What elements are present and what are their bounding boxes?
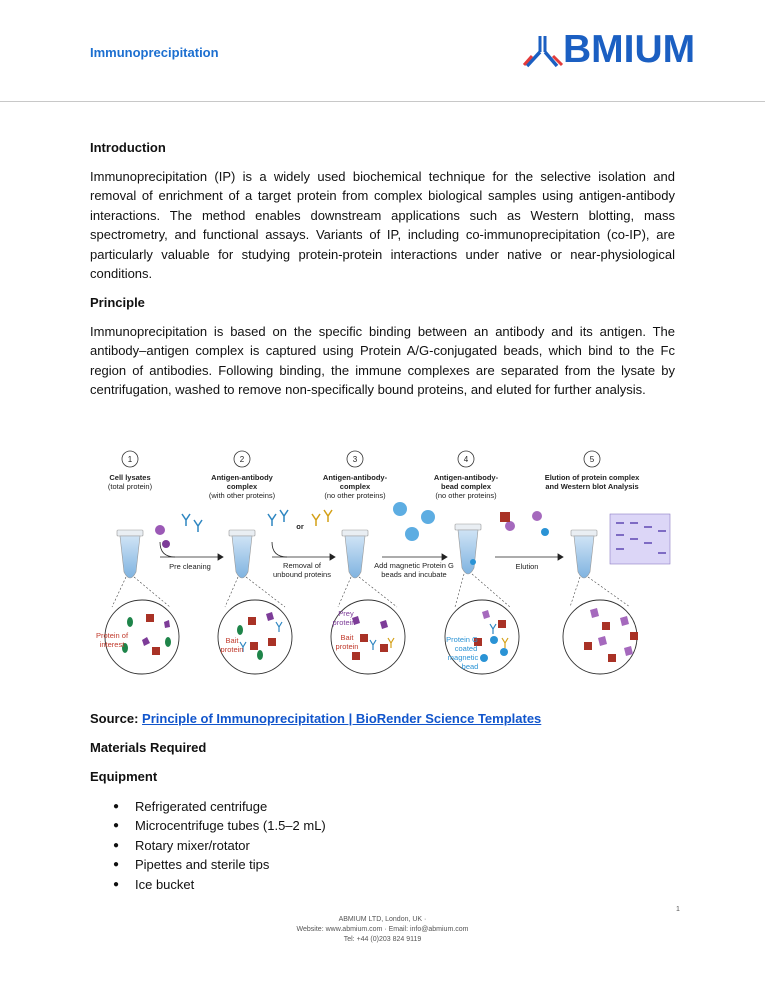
antibody-logo-icon xyxy=(523,32,565,74)
immunoprecipitation-diagram xyxy=(90,442,675,692)
svg-text:1: 1 xyxy=(127,455,133,464)
svg-text:bead complex: bead complex xyxy=(440,482,492,491)
materials-heading: Materials Required xyxy=(90,740,207,755)
svg-text:complex: complex xyxy=(226,482,258,491)
svg-text:complex: complex xyxy=(339,482,371,491)
svg-text:protein: protein xyxy=(332,618,356,627)
svg-text:2: 2 xyxy=(239,455,245,464)
proteins-icon xyxy=(155,514,202,548)
step-3 xyxy=(323,451,388,500)
page-footer xyxy=(0,915,765,945)
protein-g-bead-label: Protein G xyxy=(446,635,478,644)
magnetic-beads-icon xyxy=(393,502,435,541)
abmium-logo xyxy=(523,28,723,74)
svg-text:4: 4 xyxy=(463,455,469,464)
svg-text:coated: coated xyxy=(454,644,478,653)
svg-text:Cell lysates: Cell lysates xyxy=(109,473,151,482)
principle-paragraph: Immunoprecipitation is based on the specific binding between an antibody and its antigen. The antibody–antigen complex is captured using Protein A/G-conjugated beads, which bind to the Fc region of antibodies. Following binding, the immune complexes are separated from the lysate by centrifugation, washed to remove non-specifically bound proteins, and eluted for further analysis. xyxy=(90,324,675,398)
document-title: Immunoprecipitation xyxy=(90,45,219,60)
svg-text:magnetic: magnetic xyxy=(447,653,479,662)
svg-text:5: 5 xyxy=(589,455,595,464)
svg-text:and Western blot Analysis: and Western blot Analysis xyxy=(545,482,639,491)
svg-text:Antigen-antibody-: Antigen-antibody- xyxy=(322,473,388,482)
step-5 xyxy=(545,451,640,491)
add-beads-label: Add magnetic Protein G xyxy=(374,561,454,570)
tube-icon-2 xyxy=(229,530,255,578)
source-link[interactable]: Principle of Immunoprecipitation | BioRender Science Templates xyxy=(142,711,542,726)
prey-protein-label: Prey xyxy=(338,609,354,618)
footer-contact: Website: www.abmium.com · Email: info@abmium.com xyxy=(296,926,469,933)
header-divider xyxy=(0,101,765,102)
svg-text:beads and incubate: beads and incubate xyxy=(381,570,447,579)
svg-text:unbound proteins: unbound proteins xyxy=(273,570,331,579)
tube-icon-4 xyxy=(455,524,481,574)
protein-of-interest-label: Protein of xyxy=(95,631,129,640)
list-item: ● Refrigerated centrifuge xyxy=(113,797,326,816)
step-4 xyxy=(434,451,499,500)
tube-icon-3 xyxy=(342,530,368,578)
introduction-paragraph: Immunoprecipitation (IP) is a widely used biochemical technique for the selective isolation and removal of enrichment of a target protein from complex biological samples using antigen-antibody interactions. The method enables downstream applications such as Western blotting, mass spectrometry, and functional assays. Variants of IP, including co-immunoprecipitation (co-IP), are particularly valuable for studying protein-protein interactions under native or near-physiological conditions. xyxy=(90,169,675,282)
equipment-list xyxy=(113,797,326,894)
step-2 xyxy=(209,451,276,500)
svg-text:interest: interest xyxy=(99,640,125,649)
brand-name: BMIUM xyxy=(563,28,696,71)
or-label: or xyxy=(296,522,304,531)
svg-text:(no other proteins): (no other proteins) xyxy=(435,491,497,500)
svg-text:Antigen-antibody: Antigen-antibody xyxy=(211,473,273,482)
step-1 xyxy=(108,451,153,491)
western-blot-icon xyxy=(610,514,670,564)
svg-text:(with other proteins): (with other proteins) xyxy=(208,491,276,500)
list-item: ● Ice bucket xyxy=(113,875,326,894)
footer-phone: Tel: +44 (0)203 824 9119 xyxy=(343,936,422,943)
svg-text:protein: protein xyxy=(220,645,244,654)
pre-cleaning-label: Pre cleaning xyxy=(169,562,211,571)
elution-label: Elution xyxy=(515,562,539,571)
figure-source xyxy=(90,711,541,726)
svg-text:(total protein): (total protein) xyxy=(107,482,153,491)
list-item: ● Rotary mixer/rotator xyxy=(113,836,326,855)
tube-icon-5 xyxy=(571,530,597,578)
removal-label: Removal of xyxy=(283,561,321,570)
list-item: ● Microcentrifuge tubes (1.5–2 mL) xyxy=(113,816,326,835)
svg-text:(no other proteins): (no other proteins) xyxy=(324,491,386,500)
equipment-heading: Equipment xyxy=(90,769,158,784)
svg-text:Elution of protein complex: Elution of protein complex xyxy=(544,473,640,482)
principle-heading: Principle xyxy=(90,295,145,310)
svg-text:bead: bead xyxy=(461,662,479,671)
svg-text:3: 3 xyxy=(352,455,358,464)
tube-icon-1 xyxy=(117,530,143,578)
bait-protein-label-1: Bait xyxy=(225,636,239,645)
footer-company: ABMIUM LTD, London, UK · xyxy=(338,916,427,923)
source-label: Source: xyxy=(90,711,139,726)
bait-protein-label-2: Bait xyxy=(340,633,354,642)
list-item: ● Pipettes and sterile tips xyxy=(113,855,326,874)
svg-text:protein: protein xyxy=(335,642,359,651)
elution-icon xyxy=(500,511,549,536)
introduction-heading: Introduction xyxy=(90,140,166,155)
page-number: 1 xyxy=(676,906,680,913)
svg-text:Antigen-antibody-: Antigen-antibody- xyxy=(433,473,499,482)
